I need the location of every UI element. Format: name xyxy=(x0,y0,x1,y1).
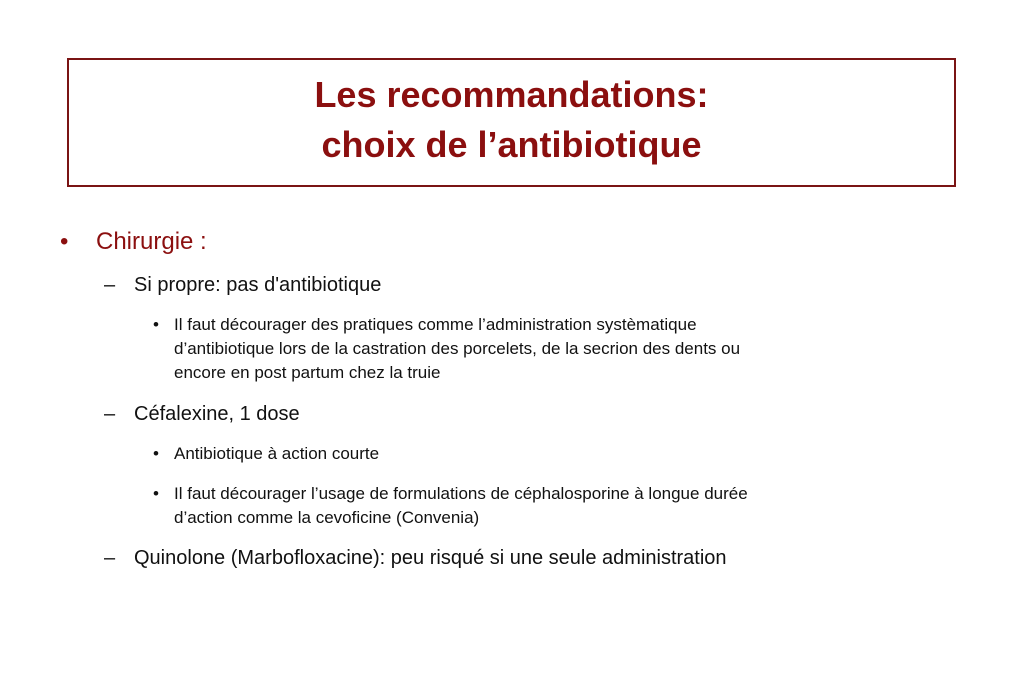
sub-item-line: encore en post partum chez la truie xyxy=(174,363,441,382)
bullet-icon: • xyxy=(60,228,69,255)
bullet-icon: • xyxy=(153,484,159,503)
dash-marker: – xyxy=(104,403,116,425)
slide-title-line-2: choix de l’antibiotique xyxy=(321,124,702,165)
sub-item-line: Il faut décourager des pratiques comme l’administration systèmatique xyxy=(174,315,697,334)
list-item-quinolone: Quinolone (Marbofloxacine): peu risqué si une seule administration xyxy=(134,547,727,569)
slide-title-line-1: Les recommandations: xyxy=(314,74,709,115)
sub-item-line: d’action comme la cevoficine (Convenia) xyxy=(174,508,480,527)
dash-marker: – xyxy=(104,274,116,296)
sub-item-line: Il faut décourager l’usage de formulations de céphalosporine à longue durée xyxy=(174,484,748,503)
list-item-cefalexine: Céfalexine, 1 dose xyxy=(134,403,300,425)
section-heading-chirurgie: Chirurgie : xyxy=(96,228,207,255)
list-item-si-propre: Si propre: pas d'antibiotique xyxy=(134,274,382,296)
bullet-icon: • xyxy=(153,315,159,334)
sub-item-line: d’antibiotique lors de la castration des porcelets, de la secrion des dents ou xyxy=(174,339,741,358)
dash-marker: – xyxy=(104,547,116,569)
sub-item-line: Antibiotique à action courte xyxy=(174,444,380,463)
bullet-icon: • xyxy=(153,444,159,463)
